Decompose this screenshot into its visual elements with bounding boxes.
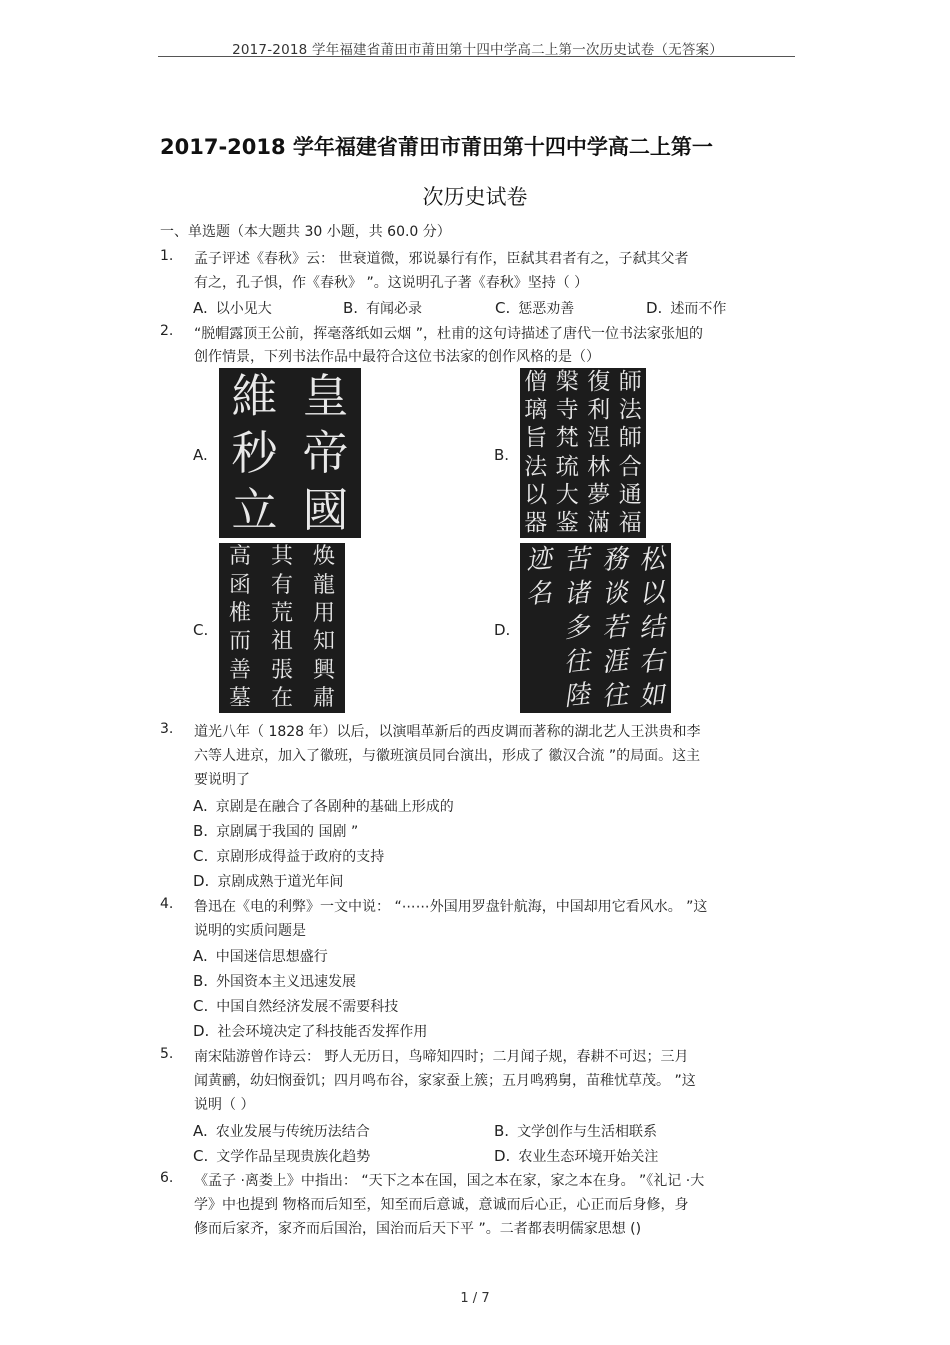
calligraphy-glyph: 法 — [524, 453, 548, 480]
question-5-option-c[interactable]: C. 文学作品呈现贵族化趋势 — [193, 1147, 371, 1165]
calligraphy-glyph: 有 — [270, 572, 293, 598]
calligraphy-glyph: 在 — [270, 685, 293, 711]
question-1-line-1: 孟子评述《春秋》云： 世衰道微，邪说暴行有作，臣弑其君者有之，子弑其父者 — [194, 251, 689, 267]
calligraphy-glyph: 器 — [524, 510, 548, 537]
question-5-line-1: 南宋陆游曾作诗云： 野人无历日，鸟啼知四时；二月闻子规，春耕不可迟；三月 — [194, 1049, 689, 1065]
question-6-line-3: 修而后家齐，家齐而后国治，国治而后天下平 ”。二者都表明儒家思想 () — [194, 1221, 642, 1237]
calligraphy-glyph: 璃 — [524, 397, 548, 423]
question-4-option-a[interactable]: A. 中国迷信思想盛行 — [193, 947, 328, 965]
calligraphy-glyph: 琉 — [555, 453, 579, 480]
calligraphy-glyph: 用 — [312, 600, 335, 626]
question-5-option-b[interactable]: B. 文学创作与生活相联系 — [494, 1122, 658, 1140]
calligraphy-glyph: 名 — [524, 577, 554, 611]
question-number-1: 1. — [160, 248, 174, 264]
calligraphy-glyph: 合 — [618, 453, 642, 480]
calligraphy-glyph: 梵 — [555, 425, 579, 452]
calligraphy-glyph: 鉴 — [555, 510, 579, 537]
calligraphy-glyph: 僧 — [524, 368, 548, 395]
calligraphy-image-c[interactable] — [219, 543, 345, 713]
running-header: 2017-2018 学年福建省莆田市莆田第十四中学高二上第一次历史试卷（无答案） — [232, 42, 723, 58]
calligraphy-glyph: 陸 — [562, 679, 592, 713]
calligraphy-image-b[interactable] — [520, 368, 646, 538]
question-number-6: 6. — [160, 1170, 174, 1186]
calligraphy-glyph: 寺 — [555, 397, 579, 423]
calligraphy-glyph: 國 — [302, 482, 349, 537]
calligraphy-glyph: 福 — [618, 510, 642, 537]
calligraphy-glyph: 肅 — [312, 685, 335, 711]
question-2-option-b-label[interactable]: B. — [494, 446, 510, 464]
calligraphy-glyph: 師 — [618, 368, 642, 395]
calligraphy-glyph: 大 — [555, 482, 579, 508]
calligraphy-glyph: 法 — [618, 397, 642, 423]
calligraphy-glyph: 善 — [228, 657, 251, 683]
calligraphy-glyph: 祖 — [270, 629, 293, 655]
question-2-line-1: “脱帽露顶王公前，挥毫落纸如云烟 ”，杜甫的这句诗描述了唐代一位书法家张旭的 — [194, 326, 703, 342]
calligraphy-glyph: 林 — [587, 453, 611, 480]
question-3-line-3: 要说明了 — [194, 772, 250, 788]
question-2-option-d-label[interactable]: D. — [494, 621, 511, 639]
calligraphy-glyph: 结 — [637, 611, 667, 645]
calligraphy-glyph: 維 — [231, 369, 278, 424]
calligraphy-glyph: 張 — [270, 657, 293, 683]
question-1-option-b[interactable]: B. 有闻必录 — [343, 299, 423, 317]
question-1-option-d[interactable]: D. 述而不作 — [646, 299, 727, 317]
calligraphy-glyph: 往 — [599, 679, 629, 713]
calligraphy-glyph: 涅 — [587, 425, 611, 452]
calligraphy-glyph: 以 — [524, 482, 548, 508]
question-5-line-3: 说明（ ） — [194, 1097, 255, 1113]
calligraphy-image-d[interactable] — [520, 543, 671, 713]
calligraphy-glyph: 函 — [228, 572, 251, 598]
calligraphy-glyph: 如 — [637, 679, 667, 713]
calligraphy-glyph: 若 — [599, 611, 629, 645]
page-number: 1 / 7 — [460, 1291, 490, 1306]
question-5-option-d[interactable]: D. 农业生态环境开始关注 — [494, 1147, 659, 1165]
calligraphy-glyph: 興 — [312, 657, 335, 683]
calligraphy-glyph: 旨 — [524, 425, 548, 452]
calligraphy-glyph: 右 — [637, 645, 667, 679]
question-3-option-c[interactable]: C. 京剧形成得益于政府的支持 — [193, 847, 385, 865]
question-4-option-c[interactable]: C. 中国自然经济发展不需要科技 — [193, 997, 399, 1015]
question-3-line-1: 道光八年（ 1828 年）以后，以演唱革新后的西皮调而著称的湖北艺人王洪贵和李 — [194, 724, 701, 740]
question-1-line-2: 有之，孔子惧，作《春秋》 ”。这说明孔子著《春秋》坚持（ ） — [194, 275, 589, 291]
exam-title-line2: 次历史试卷 — [422, 185, 528, 209]
calligraphy-glyph: 荒 — [270, 600, 293, 626]
header-divider — [158, 56, 795, 57]
calligraphy-glyph: 涯 — [599, 645, 629, 679]
question-6-line-1: 《孟子 ·离娄上》中指出： “天下之本在国，国之本在家，家之本在身。 ”《礼记 ·大 — [194, 1173, 705, 1189]
question-4-option-d[interactable]: D. 社会环境决定了科技能否发挥作用 — [193, 1022, 428, 1040]
calligraphy-glyph: 夢 — [587, 482, 611, 508]
question-2-option-a-label[interactable]: A. — [193, 446, 208, 464]
calligraphy-glyph: 往 — [562, 645, 592, 679]
question-1-option-c[interactable]: C. 惩恶劝善 — [495, 299, 575, 317]
question-number-5: 5. — [160, 1046, 174, 1062]
calligraphy-glyph: 松 — [637, 543, 667, 577]
calligraphy-glyph: 槃 — [555, 368, 579, 395]
question-4-line-1: 鲁迅在《电的利弊》一文中说： “⋯⋯外国用罗盘针航海，中国却用它看风水。 ”这 — [194, 899, 708, 915]
calligraphy-glyph: 龍 — [312, 572, 335, 598]
calligraphy-glyph: 谈 — [599, 577, 629, 611]
calligraphy-glyph: 椎 — [228, 600, 251, 626]
calligraphy-glyph: 以 — [637, 577, 667, 611]
calligraphy-glyph: 利 — [587, 397, 611, 423]
calligraphy-glyph: 其 — [270, 544, 293, 570]
question-number-4: 4. — [160, 896, 174, 912]
calligraphy-glyph: 秒 — [231, 426, 278, 480]
question-number-2: 2. — [160, 323, 174, 339]
question-3-option-d[interactable]: D. 京剧成熟于道光年间 — [193, 872, 344, 890]
section-heading: 一、单选题（本大题共 30 小题，共 60.0 分） — [160, 224, 451, 240]
calligraphy-glyph: 苦 — [562, 543, 592, 577]
question-4-option-b[interactable]: B. 外国资本主义迅速发展 — [193, 972, 357, 990]
question-3-line-2: 六等人进京，加入了徽班，与徽班演员同台演出，形成了 徽汉合流 ”的局面。这主 — [194, 748, 701, 764]
question-3-option-a[interactable]: A. 京剧是在融合了各剧种的基础上形成的 — [193, 797, 454, 815]
calligraphy-glyph: 高 — [228, 544, 251, 570]
question-2-line-2: 创作情景，下列书法作品中最符合这位书法家的创作风格的是（） — [194, 349, 600, 365]
question-1-option-a[interactable]: A. 以小见大 — [193, 299, 272, 317]
calligraphy-glyph: 多 — [562, 611, 592, 645]
calligraphy-glyph: 立 — [231, 482, 278, 537]
calligraphy-glyph: 诸 — [562, 577, 592, 611]
calligraphy-glyph: 迹 — [524, 543, 554, 577]
calligraphy-glyph: 滿 — [587, 510, 611, 537]
calligraphy-glyph: 知 — [312, 629, 335, 655]
calligraphy-glyph: 墓 — [228, 685, 251, 711]
calligraphy-glyph: 復 — [587, 368, 611, 395]
calligraphy-glyph: 帝 — [302, 426, 349, 480]
calligraphy-glyph: 皇 — [302, 369, 349, 424]
calligraphy-glyph: 焕 — [312, 544, 335, 570]
question-number-3: 3. — [160, 721, 174, 737]
question-3-option-b[interactable]: B. 京剧属于我国的 国剧 ” — [193, 822, 359, 840]
question-5-option-a[interactable]: A. 农业发展与传统历法结合 — [193, 1122, 370, 1140]
question-4-line-2: 说明的实质问题是 — [194, 923, 306, 939]
calligraphy-glyph: 務 — [599, 543, 629, 577]
calligraphy-glyph: 通 — [618, 482, 642, 508]
question-6-line-2: 学》中也提到 物格而后知至，知至而后意诚，意诚而后心正，心正而后身修，身 — [194, 1197, 689, 1213]
question-2-option-c-label[interactable]: C. — [193, 621, 209, 639]
exam-title-line1: 2017-2018 学年福建省莆田市莆田第十四中学高二上第一 — [160, 135, 713, 159]
calligraphy-glyph: 而 — [228, 629, 251, 655]
calligraphy-image-a[interactable] — [219, 368, 361, 538]
question-5-line-2: 闻黄鹂，幼妇悯蚕饥；四月鸣布谷，家家蚕上簇；五月鸣鸦舅，苗稚忧草茂。 ”这 — [194, 1073, 696, 1089]
calligraphy-glyph: 師 — [618, 425, 642, 452]
